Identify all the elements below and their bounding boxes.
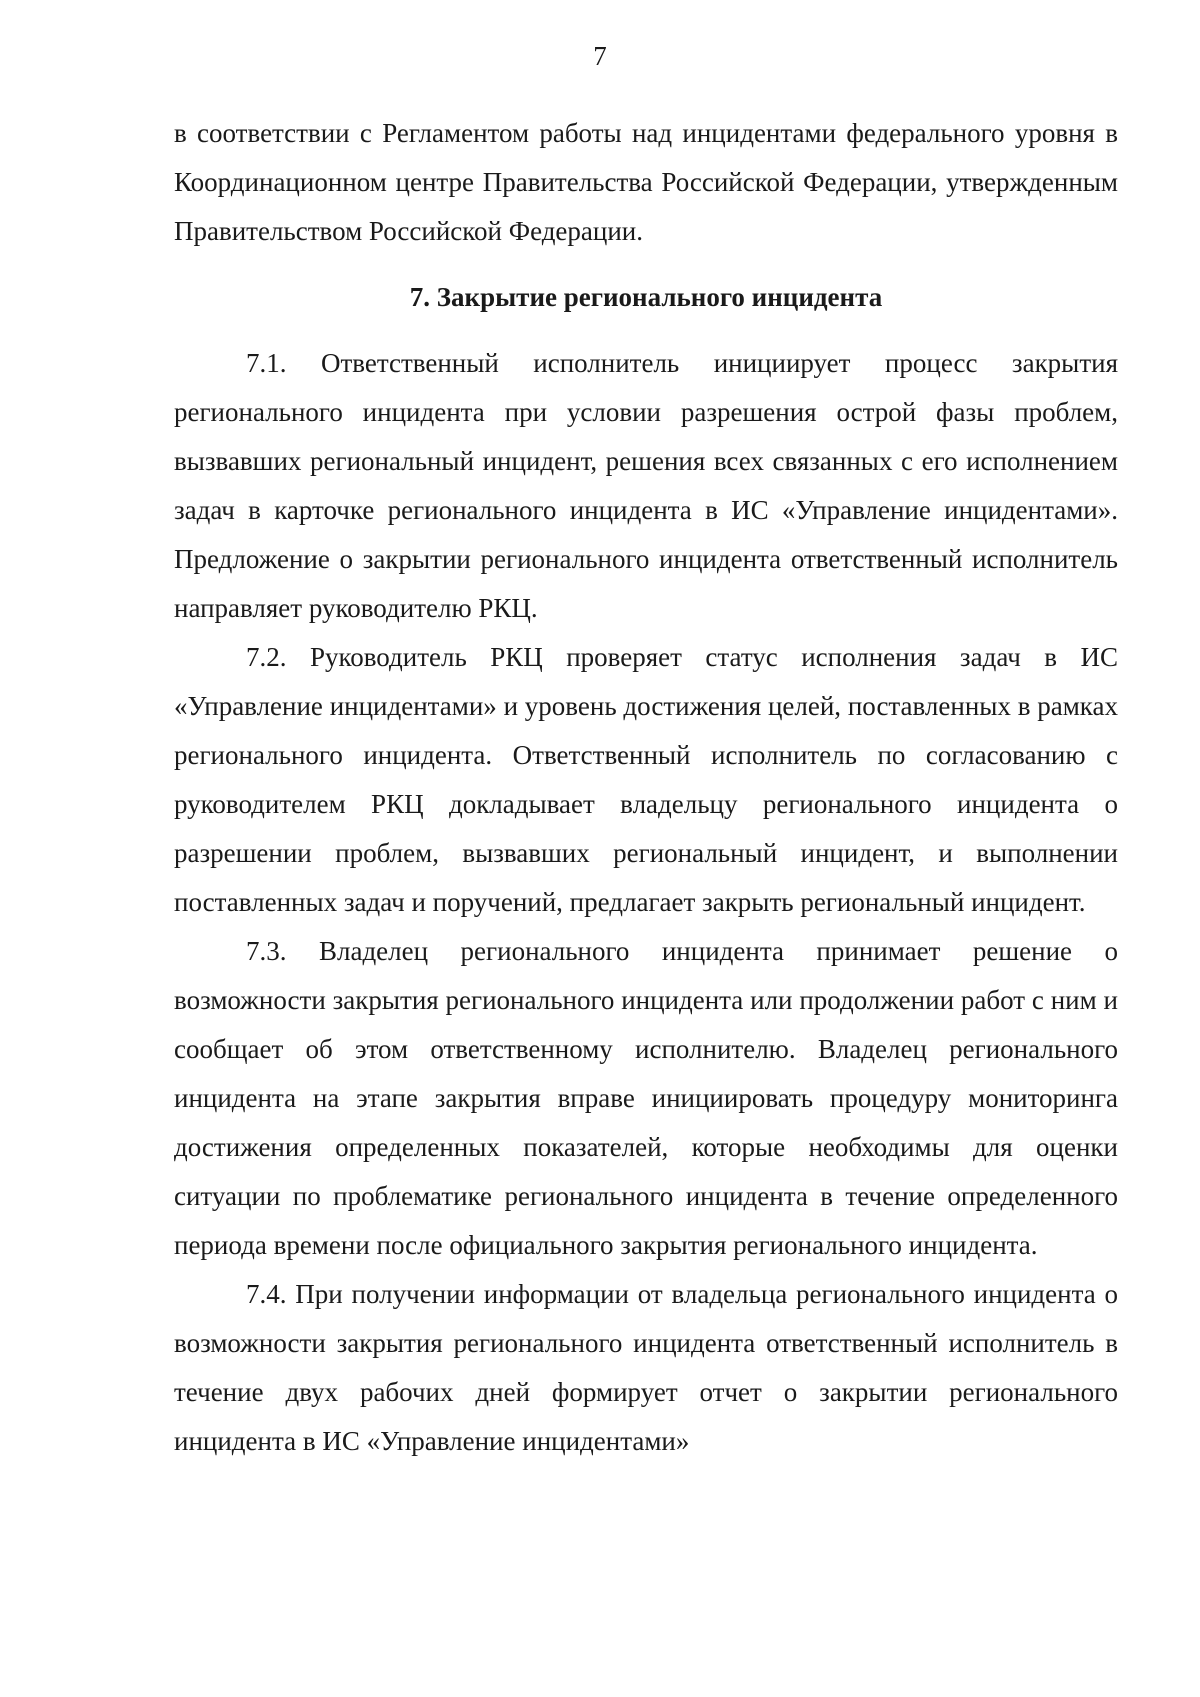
paragraph-7-2: 7.2. Руководитель РКЦ проверяет статус исполнения задач в ИС «Управление инцидентами» и уровень достижения целей, поставленных в рамках регионального инцидента. Ответственный исполнитель по согласованию с руководителем РКЦ докладывает владельцу регионального инцидента о разрешении проблем, вызвавших региональный инцидент, и выполнении поставленных задач и поручений, предлагает закрыть региональный инцидент. xyxy=(174,642,1118,917)
document-body xyxy=(174,109,1118,1466)
section-heading: 7. Закрытие регионального инцидента xyxy=(409,282,883,312)
intro-paragraph: в соответствии с Регламентом работы над инцидентами федерального уровня в Координационном центре Правительства Российской Федерации, утвержденным Правительством Российской Федерации. xyxy=(174,118,1118,246)
page-number: 7 xyxy=(593,41,607,71)
paragraph-7-4: 7.4. При получении информации от владельца регионального инцидента о возможности закрытия регионального инцидента ответственный исполнитель в течение двух рабочих дней формирует отчет о закрытии регионального инцидента в ИС «Управление инцидентами» xyxy=(174,1279,1118,1456)
paragraph-7-3: 7.3. Владелец регионального инцидента принимает решение о возможности закрытия регионального инцидента или продолжении работ с ним и сообщает об этом ответственному исполнителю. Владелец регионального инцидента на этапе закрытия вправе инициировать процедуру мониторинга достижения определенных показателей, которые необходимы для оценки ситуации по проблематике регионального инцидента в течение определенного периода времени после официального закрытия регионального инцидента. xyxy=(174,936,1118,1260)
paragraph-7-1: 7.1. Ответственный исполнитель инициирует процесс закрытия регионального инцидента при условии разрешения острой фазы проблем, вызвавших региональный инцидент, решения всех связанных с его исполнением задач в карточке регионального инцидента в ИС «Управление инцидентами». Предложение о закрытии регионального инцидента ответственный исполнитель направляет руководителю РКЦ. xyxy=(174,348,1118,623)
